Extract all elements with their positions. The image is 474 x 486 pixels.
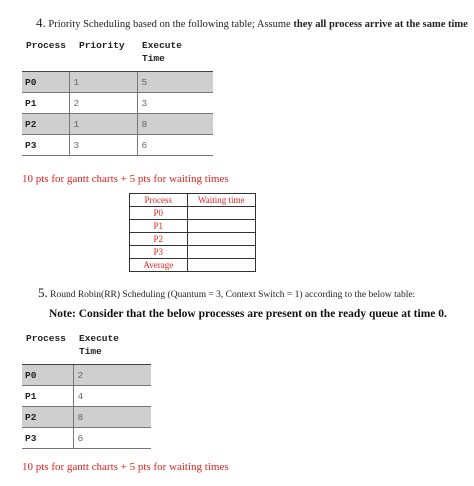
q4-title — [36, 15, 468, 31]
table-row — [130, 259, 256, 272]
q5-number: 5. — [38, 285, 48, 300]
waiting-process-cell: P2 — [130, 233, 188, 246]
q4-header-execute — [142, 39, 182, 65]
table-row — [22, 407, 151, 428]
q4-title-text: Priority Scheduling based on the following table; Assume — [48, 19, 291, 30]
priority-cell: 1 — [69, 114, 137, 135]
process-cell: P3 — [22, 428, 73, 449]
waiting-process-cell: P1 — [130, 220, 188, 233]
exec-cell: 6 — [73, 428, 151, 449]
exec-cell: 5 — [137, 72, 213, 93]
exec-cell: 8 — [137, 114, 213, 135]
table-row — [22, 135, 213, 156]
q5-title — [38, 285, 415, 301]
waiting-process-cell: Average — [130, 259, 188, 272]
waiting-time-cell — [187, 246, 255, 259]
table-row — [22, 428, 151, 449]
process-cell: P0 — [22, 72, 69, 93]
waiting-time-cell — [187, 259, 255, 272]
waiting-time-cell — [187, 233, 255, 246]
exec-cell: 8 — [73, 407, 151, 428]
q4-number: 4. — [36, 15, 46, 30]
exec-cell: 4 — [73, 386, 151, 407]
exec-cell: 2 — [73, 365, 151, 386]
q4-header-priority: Priority — [79, 40, 125, 51]
waiting-header-process: Process — [130, 194, 188, 207]
table-row — [22, 386, 151, 407]
q5-header-execute-line1: Execute — [79, 333, 119, 344]
q5-header-execute-line2: Time — [79, 346, 102, 357]
waiting-process-cell: P0 — [130, 207, 188, 220]
q5-header-execute — [79, 332, 119, 358]
q5-title-text: Round Robin(RR) Scheduling (Quantum = 3, Context Switch = 1) according to the below table: — [50, 290, 416, 300]
table-row — [22, 365, 151, 386]
process-cell: P3 — [22, 135, 69, 156]
q4-header-process: Process — [26, 40, 66, 51]
q5-header-process: Process — [26, 333, 66, 344]
table-row — [22, 114, 213, 135]
q5-process-table — [22, 364, 151, 449]
waiting-process-cell: P3 — [130, 246, 188, 259]
table-row — [130, 233, 256, 246]
q5-points-text: 10 pts for gantt charts + 5 pts for waiting times — [22, 461, 229, 473]
table-row — [130, 207, 256, 220]
priority-cell: 2 — [69, 93, 137, 114]
q4-process-table — [22, 71, 213, 156]
q4-header-execute-line2: Time — [142, 53, 165, 64]
process-cell: P1 — [22, 93, 69, 114]
q4-points-text: 10 pts for gantt charts + 5 pts for waiting times — [22, 173, 229, 185]
priority-cell: 1 — [69, 72, 137, 93]
q4-title-bold: they all process arrive at the same time — [293, 19, 468, 30]
q4-header-execute-line1: Execute — [142, 40, 182, 51]
waiting-time-cell — [187, 207, 255, 220]
waiting-time-cell — [187, 220, 255, 233]
table-row — [130, 246, 256, 259]
table-row — [130, 194, 256, 207]
priority-cell: 3 — [69, 135, 137, 156]
process-cell: P2 — [22, 114, 69, 135]
table-row — [130, 220, 256, 233]
waiting-header-time: Waiting time — [187, 194, 255, 207]
process-cell: P1 — [22, 386, 73, 407]
table-row — [22, 93, 213, 114]
process-cell: P0 — [22, 365, 73, 386]
waiting-time-table — [129, 193, 256, 272]
table-row — [22, 72, 213, 93]
exec-cell: 3 — [137, 93, 213, 114]
q5-note: Note: Consider that the below processes are present on the ready queue at time 0. — [49, 308, 447, 320]
exec-cell: 6 — [137, 135, 213, 156]
process-cell: P2 — [22, 407, 73, 428]
